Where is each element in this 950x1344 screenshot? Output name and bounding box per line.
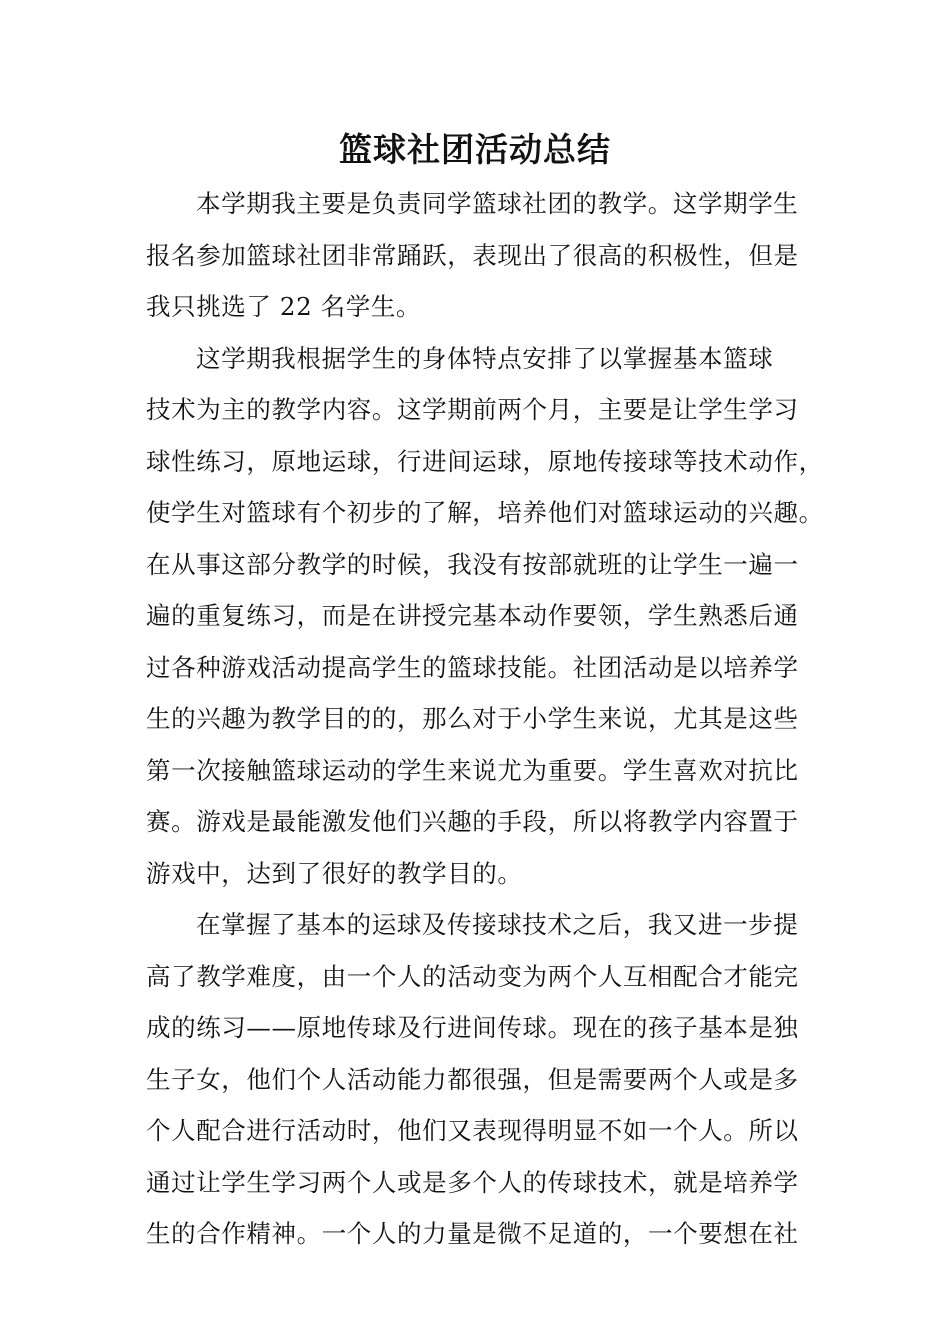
text-line: 过各种游戏活动提高学生的篮球技能。社团活动是以培养学	[146, 652, 799, 682]
text-line: 在掌握了基本的运球及传接球技术之后，我又进一步提	[196, 910, 799, 939]
text-line: 游戏中，达到了很好的教学目的。	[146, 858, 523, 888]
text-line: 个人配合进行活动时，他们又表现得明显不如一个人。所以	[146, 1116, 799, 1145]
document-body	[146, 178, 824, 1260]
text-line: 遍的重复练习，而是在讲授完基本动作要领，学生熟悉后通	[146, 601, 799, 630]
text-line: 生的兴趣为教学目的的，那么对于小学生来说，尤其是这些	[146, 704, 799, 733]
text-line: 生的合作精神。一个人的力量是微不足道的，一个要想在社	[146, 1219, 799, 1248]
text-line: 我只挑选了 22 名学生。	[146, 292, 422, 321]
text-line: 这学期我根据学生的身体特点安排了以掌握基本篮球	[196, 343, 774, 373]
text-line: 使学生对篮球有个初步的了解，培养他们对篮球运动的兴趣。	[146, 498, 824, 527]
text-line: 生子女，他们个人活动能力都很强，但是需要两个人或是多	[146, 1064, 799, 1094]
text-line: 本学期我主要是负责同学篮球社团的教学。这学期学生	[196, 189, 799, 218]
text-line: 第一次接触篮球运动的学生来说尤为重要。学生喜欢对抗比	[146, 755, 799, 785]
text-line: 球性练习，原地运球，行进间运球，原地传接球等技术动作，	[146, 446, 824, 476]
text-line: 技术为主的教学内容。这学期前两个月，主要是让学生学习	[146, 395, 799, 424]
text-line: 成的练习——原地传球及行进间传球。现在的孩子基本是独	[146, 1013, 799, 1042]
document-title: 篮球社团活动总结	[339, 130, 611, 169]
text-line: 报名参加篮球社团非常踊跃，表现出了很高的积极性，但是	[146, 240, 799, 270]
text-line: 高了教学难度，由一个人的活动变为两个人互相配合才能完	[146, 961, 799, 991]
text-line: 在从事这部分教学的时候，我没有按部就班的让学生一遍一	[146, 549, 799, 579]
text-line: 通过让学生学习两个人或是多个人的传球技术，就是培养学	[146, 1167, 799, 1197]
text-line: 赛。游戏是最能激发他们兴趣的手段，所以将教学内容置于	[146, 807, 799, 836]
